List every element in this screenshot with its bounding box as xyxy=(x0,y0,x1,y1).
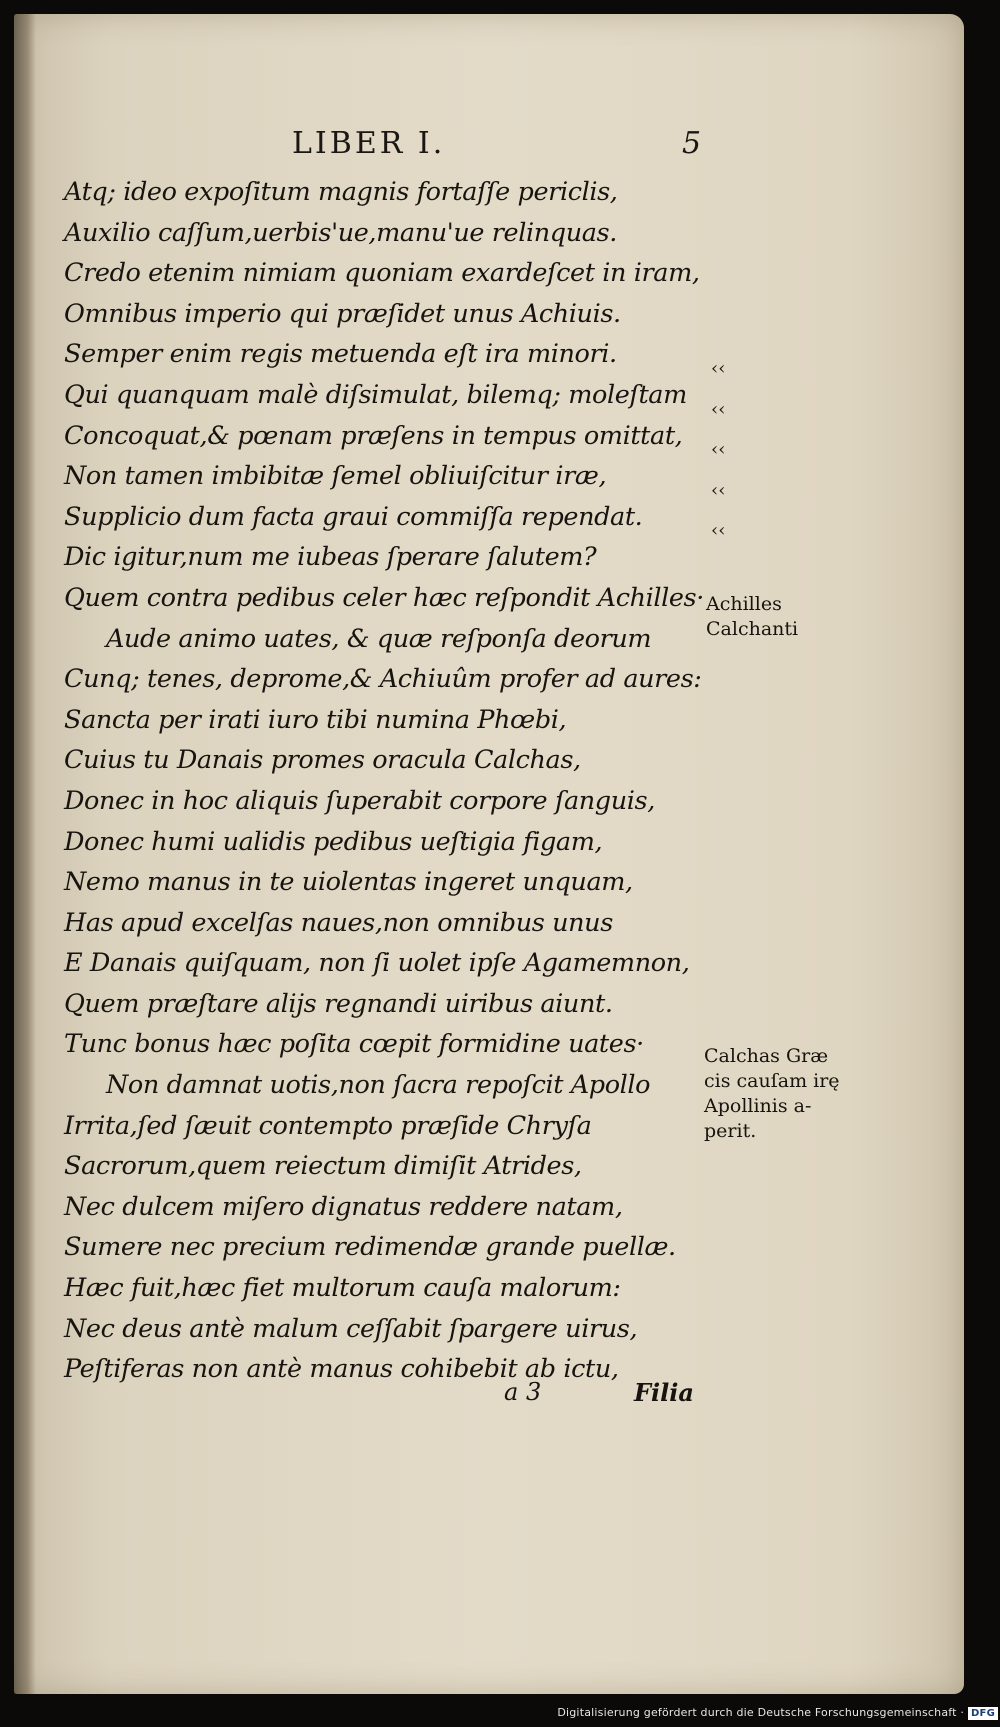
verse-line: Supplicio dum facta graui commiſſa rependat. xyxy=(64,501,643,532)
gnomic-quote-marks xyxy=(711,349,725,552)
quote-mark: ‹‹ xyxy=(711,479,726,501)
margin-note-line: cis cauſam irę xyxy=(704,1070,840,1092)
margin-note-line: Achilles xyxy=(706,593,782,615)
margin-note-line: perit. xyxy=(704,1120,757,1142)
verse-line: Concoquat,& pœnam præſens in tempus omittat, xyxy=(64,420,683,451)
verse-line: Hæc fuit,hæc fiet multorum cauſa malorum: xyxy=(64,1273,621,1304)
verse-line: Tunc bonus hæc poſita cœpit formidine uates· xyxy=(64,1029,644,1060)
verse-line: Atq; ideo expoſitum magnis fortaſſe periclis, xyxy=(64,177,618,207)
margin-note-line: Calchanti xyxy=(706,618,799,640)
verse-line: Qui quanquam malè diſsimulat, bilemq; moleſtam xyxy=(64,379,687,410)
signature-mark: a 3 xyxy=(504,1378,542,1406)
verse-line: Non tamen imbibitæ ſemel obliuiſcitur iræ, xyxy=(64,461,607,492)
margin-note-calchas xyxy=(704,1044,840,1144)
verse-line: Donec in hoc aliquis ſuperabit corpore ſanguis, xyxy=(64,785,655,816)
quote-mark: ‹‹ xyxy=(711,439,726,461)
verse-line: Sacrorum,quem reiectum dimiſit Atrides, xyxy=(64,1151,582,1182)
quote-mark: ‹‹ xyxy=(711,398,726,420)
book-page xyxy=(14,14,964,1694)
margin-note-line: Apollinis a- xyxy=(704,1095,812,1117)
credit-text: Digitalisierung gefördert durch die Deutsche Forschungsgemeinschaft · xyxy=(557,1706,965,1719)
verse-line: Quem contra pedibus celer hæc reſpondit Achilles· xyxy=(64,582,704,613)
verse-line: Irrita,ſed ſæuit contempto præſide Chryſa xyxy=(64,1110,592,1141)
verse-block xyxy=(64,172,704,1390)
page-number: 5 xyxy=(682,126,702,161)
verse-line: Has apud excelſas naues,non omnibus unus xyxy=(64,907,613,938)
verse-line: E Danais quiſquam, non ſi uolet ipſe Agamemnon, xyxy=(64,948,690,979)
binding-shadow xyxy=(14,14,36,1694)
verse-line: Peſtiferas non antè manus cohibebit ab ictu, xyxy=(64,1354,619,1385)
verse-line: Nec deus antè malum ceſſabit ſpargere uirus, xyxy=(64,1313,638,1344)
verse-line: Non damnat uotis,non ſacra repoſcit Apollo xyxy=(106,1070,651,1101)
verse-line: Cunq; tenes, deprome,& Achiuûm profer ad aures: xyxy=(64,664,702,695)
margin-note-achilles xyxy=(706,592,798,642)
verse-line: Nemo manus in te uiolentas ingeret unquam, xyxy=(64,867,633,898)
digitization-credit xyxy=(0,1706,998,1720)
verse-line: Dic igitur,num me iubeas ſperare ſalutem? xyxy=(64,542,597,573)
dfg-logo: DFG xyxy=(968,1707,998,1720)
verse-line: Aude animo uates, & quæ reſponſa deorum xyxy=(106,623,652,654)
catchword: Filia xyxy=(634,1378,694,1407)
quote-mark: ‹‹ xyxy=(711,358,726,379)
running-title: LIBER I. xyxy=(292,126,446,161)
verse-line: Omnibus imperio qui præſidet unus Achiuis. xyxy=(64,298,621,329)
verse-line: Donec humi ualidis pedibus ueſtigia figam, xyxy=(64,826,603,857)
verse-line: Nec dulcem miſero dignatus reddere natam, xyxy=(64,1191,623,1222)
verse-line: Sancta per irati iuro tibi numina Phœbi, xyxy=(64,704,567,735)
quote-mark: ‹‹ xyxy=(711,520,726,542)
verse-line: Cuius tu Danais promes oracula Calchas, xyxy=(64,745,581,776)
verse-line: Semper enim regis metuenda eſt ira minori. xyxy=(64,339,617,370)
verse-line: Auxilio caſſum,uerbis'ue,manu'ue relinquas. xyxy=(64,217,617,248)
verse-line: Sumere nec precium redimendæ grande puellæ. xyxy=(64,1232,676,1263)
margin-note-line: Calchas Græ xyxy=(704,1045,829,1067)
verse-line: Quem præſtare alijs regnandi uiribus aiunt. xyxy=(64,988,613,1019)
verse-line: Credo etenim nimiam quoniam exardeſcet in iram, xyxy=(64,258,700,289)
